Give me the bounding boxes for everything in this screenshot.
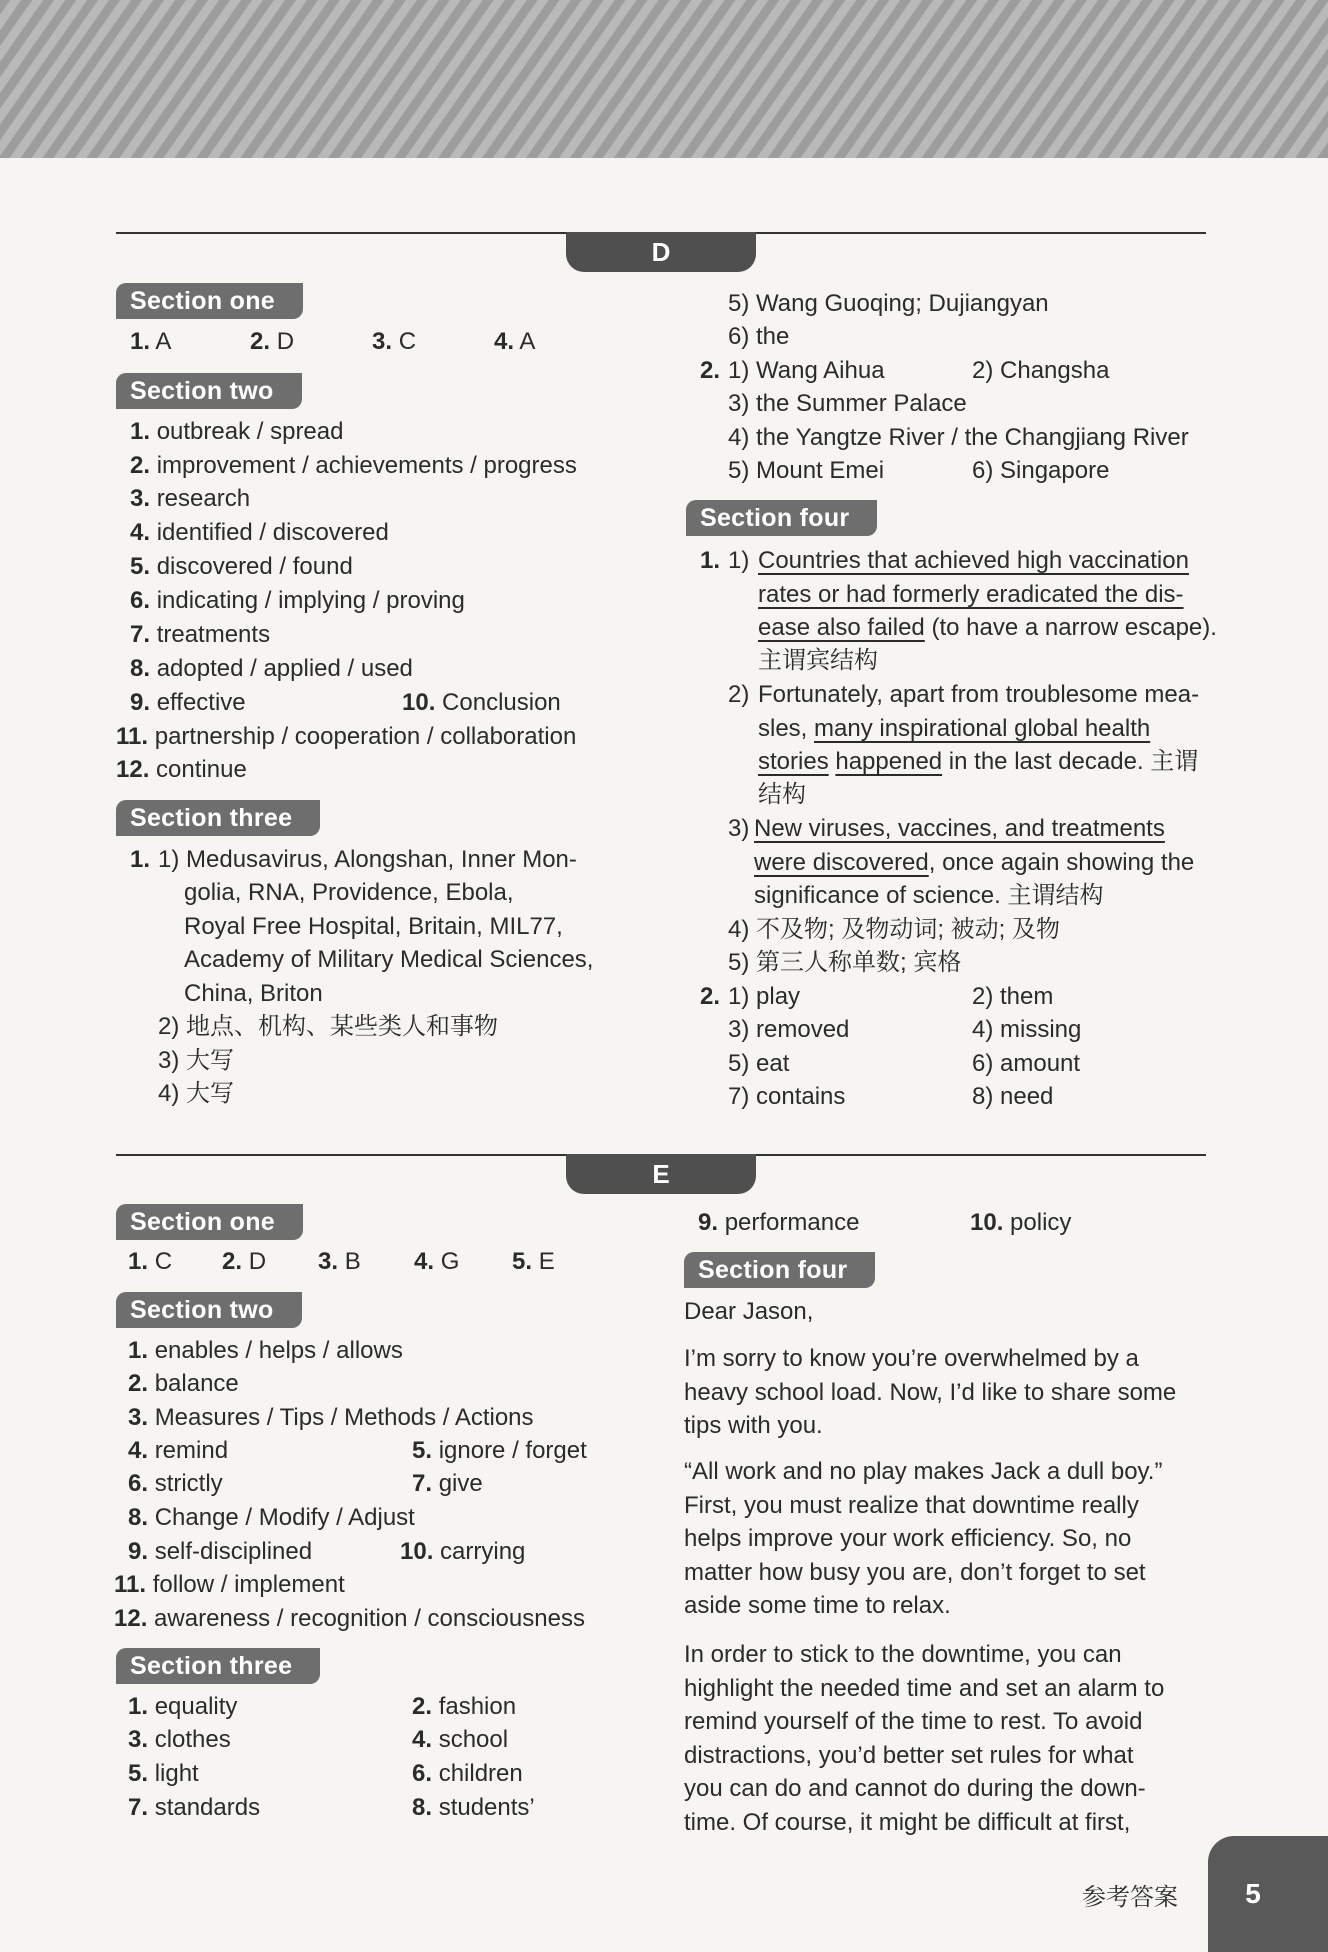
answer-item xyxy=(128,1439,228,1463)
answer-text: happened xyxy=(835,748,943,775)
answer-item xyxy=(128,1339,403,1363)
item-number: 4. xyxy=(414,1248,435,1275)
answer-item xyxy=(130,555,353,579)
answer-text: C xyxy=(154,1248,173,1275)
answer-item xyxy=(250,330,294,354)
answer-text: self-disciplined xyxy=(154,1538,313,1565)
item-number: 9. xyxy=(698,1209,719,1236)
e-section-four-header: Section four xyxy=(684,1252,875,1288)
answer-item: 1) play xyxy=(728,983,801,1010)
answer-text: distractions, you’d better set rules for what xyxy=(684,1741,1134,1769)
answer-text: sles, xyxy=(758,715,815,742)
answer-text: awareness / recognition / consciousness xyxy=(154,1605,585,1632)
answer-item: 4) missing xyxy=(972,1016,1082,1043)
answer-text: “All work and no play makes Jack a dull boy.” xyxy=(684,1458,1163,1485)
answer-text: adopted / applied / used xyxy=(156,655,413,682)
answer-text: follow / implement xyxy=(152,1571,345,1598)
item-number: 9. xyxy=(130,689,151,716)
item-number: 4. xyxy=(412,1726,433,1753)
answer-text: indicating / implying / proving xyxy=(156,587,465,614)
e-section-three-header: Section three xyxy=(116,1648,320,1684)
answer-text: light xyxy=(154,1760,199,1787)
part-d-tab: D xyxy=(566,232,756,272)
answer-line: 1) xyxy=(728,547,750,574)
item-number: 6. xyxy=(128,1470,149,1497)
item-number: 5. xyxy=(128,1760,149,1787)
letter-paragraph-3 xyxy=(684,1638,1164,1839)
answer-text: continue xyxy=(156,756,247,783)
answer-line: 2) Changsha xyxy=(972,357,1110,384)
answer-text: E xyxy=(538,1248,555,1275)
answer-item xyxy=(128,1372,239,1396)
answer-item xyxy=(128,1796,260,1820)
answer-item xyxy=(412,1762,523,1786)
answer-text: I’m sorry to know you’re overwhelmed by a xyxy=(684,1345,1139,1372)
answer-text: children xyxy=(438,1760,523,1787)
answer-text: carrying xyxy=(440,1538,526,1565)
answer-text: improvement / achievements / progress xyxy=(156,452,577,479)
answer-line xyxy=(758,717,1150,741)
answer-line: 2) xyxy=(728,681,750,708)
answer-text: enables / helps / allows xyxy=(154,1337,403,1364)
item-number: 4. xyxy=(128,1437,149,1464)
item-number: 2. xyxy=(412,1693,433,1720)
answer-line: 2) 地点、机构、某些类人和事物 xyxy=(158,1013,499,1040)
answer-item xyxy=(412,1439,587,1463)
answer-text: Measures / Tips / Methods / Actions xyxy=(154,1404,534,1431)
item-number: 7. xyxy=(128,1794,149,1821)
answer-item xyxy=(128,1406,534,1430)
answer-text: helps improve your work efficiency. So, no xyxy=(684,1525,1132,1552)
item-number: 10. xyxy=(400,1538,434,1565)
item-number: 9. xyxy=(128,1538,149,1565)
answer-line: 主谓宾结构 xyxy=(758,647,878,674)
answer-text: Change / Modify / Adjust xyxy=(154,1504,415,1531)
e-section-one-header: Section one xyxy=(116,1204,303,1240)
answer-text: heavy school load. Now, I’d like to share some xyxy=(684,1378,1177,1406)
answer-line: China, Briton xyxy=(184,980,323,1007)
item-number: 3. xyxy=(128,1726,149,1753)
answer-text: effective xyxy=(156,689,246,716)
item-number: 2. xyxy=(700,983,721,1010)
answer-item xyxy=(116,758,247,782)
answer-text: remind yourself of the time to rest. To avoid xyxy=(684,1708,1143,1735)
answer-text: policy xyxy=(1010,1209,1072,1236)
answer-item: 5) eat xyxy=(728,1050,790,1077)
answer-line: 1) Wang Aihua xyxy=(728,357,885,384)
answer-item: 6) amount xyxy=(972,1050,1081,1077)
answer-text: strictly xyxy=(154,1470,223,1497)
item-number: 1. xyxy=(128,1248,149,1275)
answer-text: balance xyxy=(154,1370,239,1397)
underlined-subject: Countries that achieved high vaccination xyxy=(758,547,1189,574)
answer-text: ignore / forget xyxy=(438,1437,587,1464)
answer-text: A xyxy=(519,328,536,355)
answer-text: partnership / cooperation / collaboration xyxy=(154,723,577,750)
part-e-tab: E xyxy=(566,1154,756,1194)
answer-item xyxy=(698,1211,859,1235)
answer-text: equality xyxy=(154,1693,238,1720)
answer-line: 3) the Summer Palace xyxy=(728,390,967,417)
item-number: 6. xyxy=(130,587,151,614)
answer-item xyxy=(128,1728,231,1752)
d-section-one-header: Section one xyxy=(116,283,303,319)
item-number: 8. xyxy=(128,1504,149,1531)
item-number: 3. xyxy=(372,328,393,355)
answer-item xyxy=(412,1695,516,1719)
item-number: 2. xyxy=(130,452,151,479)
item-number: 11. xyxy=(116,723,149,750)
answer-text: school xyxy=(438,1726,509,1753)
answer-item xyxy=(128,1472,223,1496)
d-section-three-header: Section three xyxy=(116,800,320,836)
footer-label: 参考答案 xyxy=(1082,1884,1178,1911)
item-number: 10. xyxy=(970,1209,1004,1236)
item-number: 3. xyxy=(318,1248,339,1275)
answer-text: remind xyxy=(154,1437,229,1464)
answer-item xyxy=(412,1796,535,1820)
answer-item xyxy=(412,1728,508,1752)
answer-text: D xyxy=(248,1248,267,1275)
answer-item: 2) them xyxy=(972,983,1054,1010)
answer-item xyxy=(128,1695,237,1719)
answer-item xyxy=(512,1250,555,1274)
answer-item xyxy=(412,1472,483,1496)
item-number: 2. xyxy=(250,328,271,355)
item-number: 7. xyxy=(130,621,151,648)
item-number: 4. xyxy=(494,328,515,355)
answer-item xyxy=(128,1762,199,1786)
answer-text: students’ xyxy=(438,1794,535,1821)
header-banner xyxy=(0,0,1328,158)
answer-line: 5) Wang Guoqing; Dujiangyan xyxy=(728,290,1049,317)
answer-item xyxy=(114,1573,345,1597)
item-number: 12. xyxy=(114,1605,148,1632)
answer-text: stories xyxy=(758,748,829,775)
answer-text: In order to stick to the downtime, you can xyxy=(684,1641,1122,1668)
item-number: 3. xyxy=(128,1404,149,1431)
item-number: 8. xyxy=(412,1794,433,1821)
answer-item xyxy=(130,487,250,511)
answer-item xyxy=(372,330,416,354)
letter-paragraph-1 xyxy=(684,1342,1176,1443)
answer-item xyxy=(414,1250,459,1274)
answer-line: 结构 xyxy=(758,781,806,808)
answer-item xyxy=(128,1540,312,1564)
item-number: 1. xyxy=(128,1693,149,1720)
answer-line: 4) 不及物; 及物动词; 被动; 及物 xyxy=(728,916,1061,943)
answer-text: First, you must realize that downtime really xyxy=(684,1491,1139,1519)
item-number: 1. xyxy=(700,547,721,574)
item-number: 2. xyxy=(222,1248,243,1275)
item-number: 6. xyxy=(412,1760,433,1787)
answer-text: (to have a narrow escape). xyxy=(924,614,1217,641)
answer-line: 1) Medusavirus, Alongshan, Inner Mon- xyxy=(158,846,577,873)
item-number: 1. xyxy=(130,328,151,355)
item-number: 11. xyxy=(114,1571,147,1598)
answer-text: ease also failed xyxy=(758,614,925,641)
underlined-subject: New viruses, vaccines, and treatments xyxy=(754,815,1165,842)
item-number: 5. xyxy=(412,1437,433,1464)
answer-text: identified / discovered xyxy=(156,519,389,546)
item-number: 12. xyxy=(116,756,150,783)
answer-text: treatments xyxy=(156,621,271,648)
answer-item xyxy=(318,1250,361,1274)
answer-item xyxy=(970,1211,1071,1235)
answer-item xyxy=(128,1250,172,1274)
answer-text: in the last decade. 主谓 xyxy=(942,748,1199,775)
item-number: 1. xyxy=(128,1337,149,1364)
answer-text: discovered / found xyxy=(156,553,353,580)
answer-text: research xyxy=(156,485,251,512)
answer-text: performance xyxy=(724,1209,860,1236)
item-number: 7. xyxy=(412,1470,433,1497)
answer-text: you can do and cannot do during the down- xyxy=(684,1775,1146,1802)
answer-item xyxy=(494,330,535,354)
answer-item xyxy=(116,725,576,749)
answer-item xyxy=(114,1607,585,1631)
answer-text: highlight the needed time and set an alarm to xyxy=(684,1674,1165,1702)
item-number: 5. xyxy=(512,1248,533,1275)
answer-line: 4) 大写 xyxy=(158,1080,235,1107)
answer-line: 3) xyxy=(728,815,750,842)
answer-line: significance of science. 主谓结构 xyxy=(754,882,1104,909)
answer-item xyxy=(402,691,561,715)
answer-text: Conclusion xyxy=(442,689,561,716)
item-number: 3. xyxy=(130,485,151,512)
item-number: 1. xyxy=(130,846,151,873)
answer-item xyxy=(130,657,413,681)
answer-line: golia, RNA, Providence, Ebola, xyxy=(184,879,514,906)
answer-line: 6) Singapore xyxy=(972,457,1110,484)
answer-line: 3) 大写 xyxy=(158,1047,235,1074)
answer-item: 8) need xyxy=(972,1083,1054,1110)
answer-text: clothes xyxy=(154,1726,231,1753)
answer-line: 4) the Yangtze River / the Changjiang River xyxy=(728,424,1189,451)
answer-item: 3) removed xyxy=(728,1016,850,1043)
answer-item xyxy=(222,1250,266,1274)
e-section-two-header: Section two xyxy=(116,1292,302,1328)
letter-greeting: Dear Jason, xyxy=(684,1298,814,1325)
answer-line: Royal Free Hospital, Britain, MIL77, xyxy=(184,913,563,940)
item-number: 10. xyxy=(402,689,436,716)
answer-text: time. Of course, it might be difficult at first, xyxy=(684,1808,1131,1836)
item-number: 5. xyxy=(130,553,151,580)
answer-text: give xyxy=(438,1470,483,1497)
letter-paragraph-2 xyxy=(684,1455,1162,1623)
answer-item xyxy=(130,454,577,478)
answer-text: B xyxy=(344,1248,361,1275)
item-number: 4. xyxy=(130,519,151,546)
item-number: 2. xyxy=(128,1370,149,1397)
answer-line xyxy=(758,750,1198,774)
answer-text: outbreak / spread xyxy=(156,418,344,445)
answer-item xyxy=(130,623,270,647)
item-number: 8. xyxy=(130,655,151,682)
answer-item xyxy=(130,691,246,715)
answer-line: 6) the xyxy=(728,323,790,350)
answer-text: A xyxy=(155,328,172,355)
answer-item xyxy=(130,589,465,613)
answer-text: fashion xyxy=(438,1693,517,1720)
answer-item xyxy=(128,1506,415,1530)
answer-line: Academy of Military Medical Sciences, xyxy=(184,946,594,973)
d-section-four-header: Section four xyxy=(686,500,877,536)
answer-text: were discovered xyxy=(754,849,929,876)
answer-text: many inspirational global health xyxy=(814,715,1151,742)
answer-text: D xyxy=(276,328,295,355)
item-number: 2. xyxy=(700,357,721,384)
answer-item xyxy=(130,330,171,354)
answer-item xyxy=(400,1540,525,1564)
answer-item xyxy=(130,420,343,444)
answer-text: matter how busy you are, don’t forget to set xyxy=(684,1558,1146,1586)
item-number: 1. xyxy=(130,418,151,445)
answer-text: , once again showing the xyxy=(928,849,1195,876)
answer-line xyxy=(754,851,1194,875)
underlined-subject: rates or had formerly eradicated the dis- xyxy=(758,581,1184,608)
d-section-two-header: Section two xyxy=(116,373,302,409)
answer-text: standards xyxy=(154,1794,261,1821)
answer-line xyxy=(758,616,1217,640)
answer-text: aside some time to relax. xyxy=(684,1592,951,1619)
answer-line: 5) 第三人称单数; 宾格 xyxy=(728,949,962,976)
answer-item xyxy=(130,521,389,545)
answer-text: G xyxy=(440,1248,460,1275)
answer-text: C xyxy=(398,328,417,355)
page-number: 5 xyxy=(1208,1836,1328,1952)
answer-line: Fortunately, apart from troublesome mea- xyxy=(758,681,1200,708)
answer-text: tips with you. xyxy=(684,1412,823,1439)
answer-line: 5) Mount Emei xyxy=(728,457,885,484)
answer-item: 7) contains xyxy=(728,1083,846,1110)
